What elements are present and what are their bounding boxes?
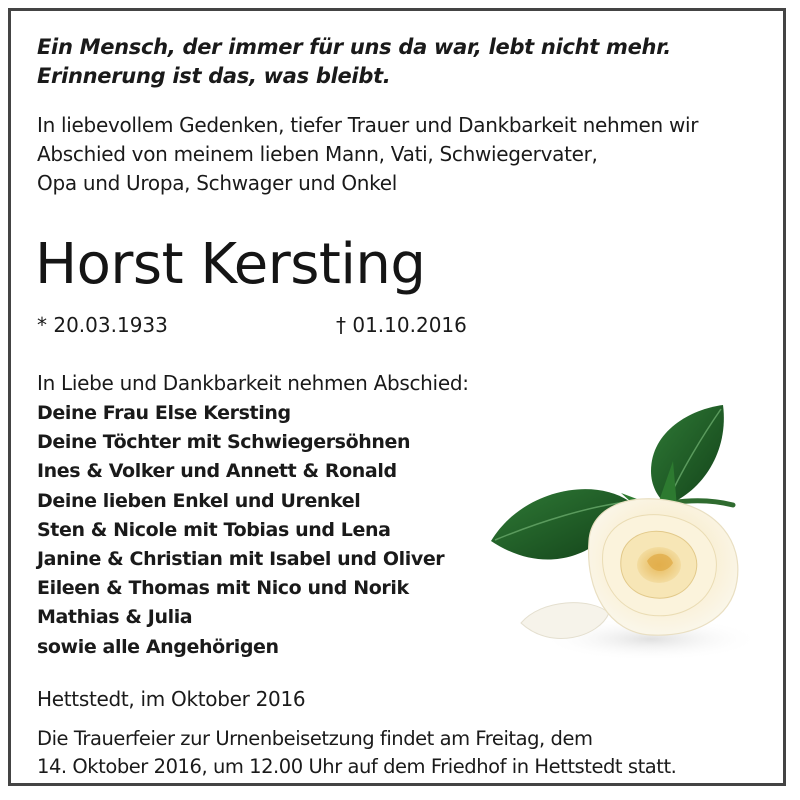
mourner-line: Janine & Christian mit Isabel und Oliver bbox=[37, 548, 445, 571]
intro-text bbox=[37, 111, 698, 198]
mourner-line: Deine Frau Else Kersting bbox=[37, 402, 291, 424]
mourner-line: Deine lieben Enkel und Urenkel bbox=[37, 489, 361, 512]
mourner-line: Deine Töchter mit Schwiegersöhnen bbox=[37, 431, 411, 454]
mourner-line: Eileen & Thomas mit Nico und Norik bbox=[37, 577, 409, 600]
death-date: † 01.10.2016 bbox=[336, 313, 467, 337]
mourner-line: sowie alle Angehörigen bbox=[37, 635, 279, 658]
ceremony-line-2: 14. Oktober 2016, um 12.00 Uhr auf dem Friedhof in Hettstedt statt. bbox=[37, 755, 677, 778]
mourners-list bbox=[37, 399, 444, 662]
intro-line-1: In liebevollem Gedenken, tiefer Trauer und Dankbarkeit nehmen wir bbox=[37, 113, 699, 137]
birth-date: * 20.03.1933 bbox=[37, 313, 168, 337]
mourners-heading: In Liebe und Dankbarkeit nehmen Abschied: bbox=[37, 371, 469, 395]
white-rose-icon bbox=[481, 401, 761, 671]
mourner-line: Sten & Nicole mit Tobias und Lena bbox=[37, 518, 391, 541]
ceremony-line-1: Die Trauerfeier zur Urnenbeisetzung findet am Freitag, dem bbox=[37, 727, 593, 750]
mourner-line: Mathias & Julia bbox=[37, 606, 193, 629]
motto-line-2: Erinnerung ist das, was bleibt. bbox=[37, 64, 391, 88]
ceremony-info bbox=[37, 725, 676, 781]
deceased-name: Horst Kersting bbox=[35, 232, 426, 297]
motto bbox=[37, 33, 671, 91]
place-date: Hettstedt, im Oktober 2016 bbox=[37, 687, 306, 711]
intro-line-2: Abschied von meinem lieben Mann, Vati, Schwiegervater, bbox=[37, 142, 598, 166]
obituary-notice bbox=[8, 8, 786, 786]
mourner-line: Ines & Volker und Annett & Ronald bbox=[37, 460, 397, 483]
intro-line-3: Opa und Uropa, Schwager und Onkel bbox=[37, 171, 397, 195]
motto-line-1: Ein Mensch, der immer für uns da war, lebt nicht mehr. bbox=[37, 35, 671, 59]
